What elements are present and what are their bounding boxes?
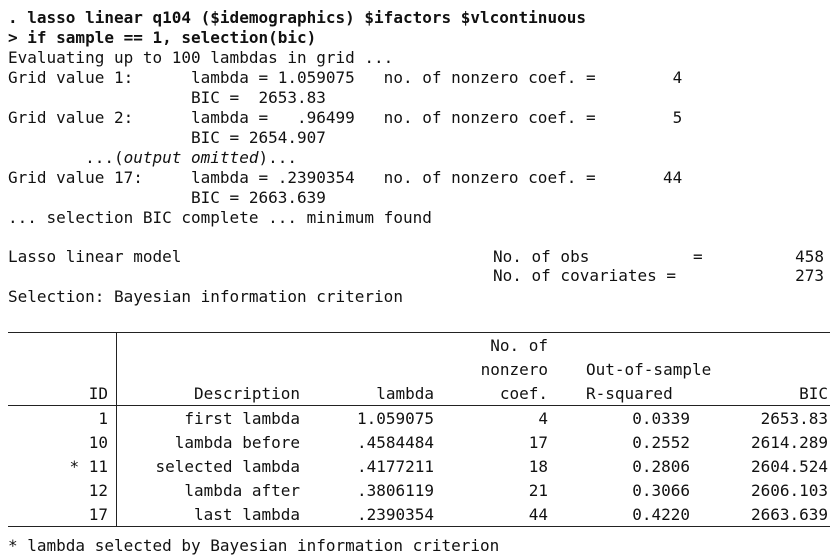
cell-r-squared: 0.0339 <box>632 409 690 428</box>
cell-nonzero: 21 <box>528 481 548 500</box>
obs-value: 458 <box>795 247 824 266</box>
model-title: Lasso linear model <box>8 247 182 266</box>
header-nonzero-line2: nonzero <box>480 360 548 379</box>
cell-bic: 2604.524 <box>750 457 828 476</box>
header-description: Description <box>194 384 300 403</box>
header-nonzero-line3: coef. <box>499 384 548 403</box>
cell-id: 1 <box>98 409 108 428</box>
cell-lambda: 1.059075 <box>356 409 434 428</box>
header-oos-line2: R-squared <box>586 384 673 403</box>
cell-id: 12 <box>88 481 108 500</box>
log-evaluating: Evaluating up to 100 lambdas in grid ... <box>8 48 394 67</box>
cell-lambda: .3806119 <box>356 481 434 500</box>
cell-lambda: .4177211 <box>356 457 434 476</box>
log-grid1-bic: BIC = 2653.83 <box>8 88 326 107</box>
table-top-rule <box>8 332 830 333</box>
selection-method: Selection: Bayesian information criterion <box>8 287 403 306</box>
cell-id: * 11 <box>69 457 108 476</box>
cell-description: last lambda <box>194 505 300 524</box>
log-grid17-lambda: Grid value 17: lambda = .2390354 no. of nonzero coef. = 44 <box>8 168 683 187</box>
cell-bic: 2606.103 <box>750 481 828 500</box>
cell-description: lambda before <box>174 433 300 452</box>
omitted-italic: output omitted <box>123 148 259 167</box>
header-oos-line1: Out-of-sample <box>586 360 712 379</box>
footnote: * lambda selected by Bayesian information criterion <box>8 536 500 555</box>
cell-nonzero: 18 <box>528 457 548 476</box>
cell-nonzero: 4 <box>538 409 548 428</box>
cell-r-squared: 0.4220 <box>632 505 690 524</box>
cell-description: first lambda <box>184 409 300 428</box>
omitted-suffix: )... <box>258 148 297 167</box>
cell-bic: 2614.289 <box>750 433 828 452</box>
covariates-value: 273 <box>795 266 824 285</box>
cell-r-squared: 0.3066 <box>632 481 690 500</box>
cell-lambda: .4584484 <box>356 433 434 452</box>
obs-equals: = <box>693 247 703 266</box>
cell-r-squared: 0.2806 <box>632 457 690 476</box>
cell-nonzero: 17 <box>528 433 548 452</box>
obs-label: No. of obs <box>493 247 590 266</box>
cell-nonzero: 44 <box>528 505 548 524</box>
log-grid2-lambda: Grid value 2: lambda = .96499 no. of nonzero coef. = 5 <box>8 108 683 127</box>
cell-bic: 2653.83 <box>760 409 828 428</box>
cell-id: 17 <box>88 505 108 524</box>
log-grid17-bic: BIC = 2663.639 <box>8 188 326 207</box>
command-line-1: . lasso linear q104 ($idemographics) $ifactors $vlcontinuous <box>8 8 586 27</box>
header-lambda: lambda <box>376 384 434 403</box>
cell-bic: 2663.639 <box>750 505 828 524</box>
cell-description: selected lambda <box>155 457 300 476</box>
header-id: ID <box>88 384 108 403</box>
header-nonzero-line1: No. of <box>490 336 548 355</box>
cell-r-squared: 0.2552 <box>632 433 690 452</box>
log-grid2-bic: BIC = 2654.907 <box>8 128 326 147</box>
covariates-label: No. of covariates = <box>493 266 677 285</box>
log-grid1-lambda: Grid value 1: lambda = 1.059075 no. of nonzero coef. = 4 <box>8 68 683 87</box>
omitted-prefix: ...( <box>8 148 124 167</box>
log-selection-complete: ... selection BIC complete ... minimum found <box>8 208 432 227</box>
command-line-2: > if sample == 1, selection(bic) <box>8 28 317 47</box>
cell-id: 10 <box>88 433 108 452</box>
lambda-results-table <box>8 332 830 527</box>
header-bic: BIC <box>799 384 828 403</box>
cell-description: lambda after <box>184 481 300 500</box>
log-output-omitted <box>8 148 297 168</box>
cell-lambda: .2390354 <box>356 505 434 524</box>
table-id-divider <box>116 332 117 527</box>
